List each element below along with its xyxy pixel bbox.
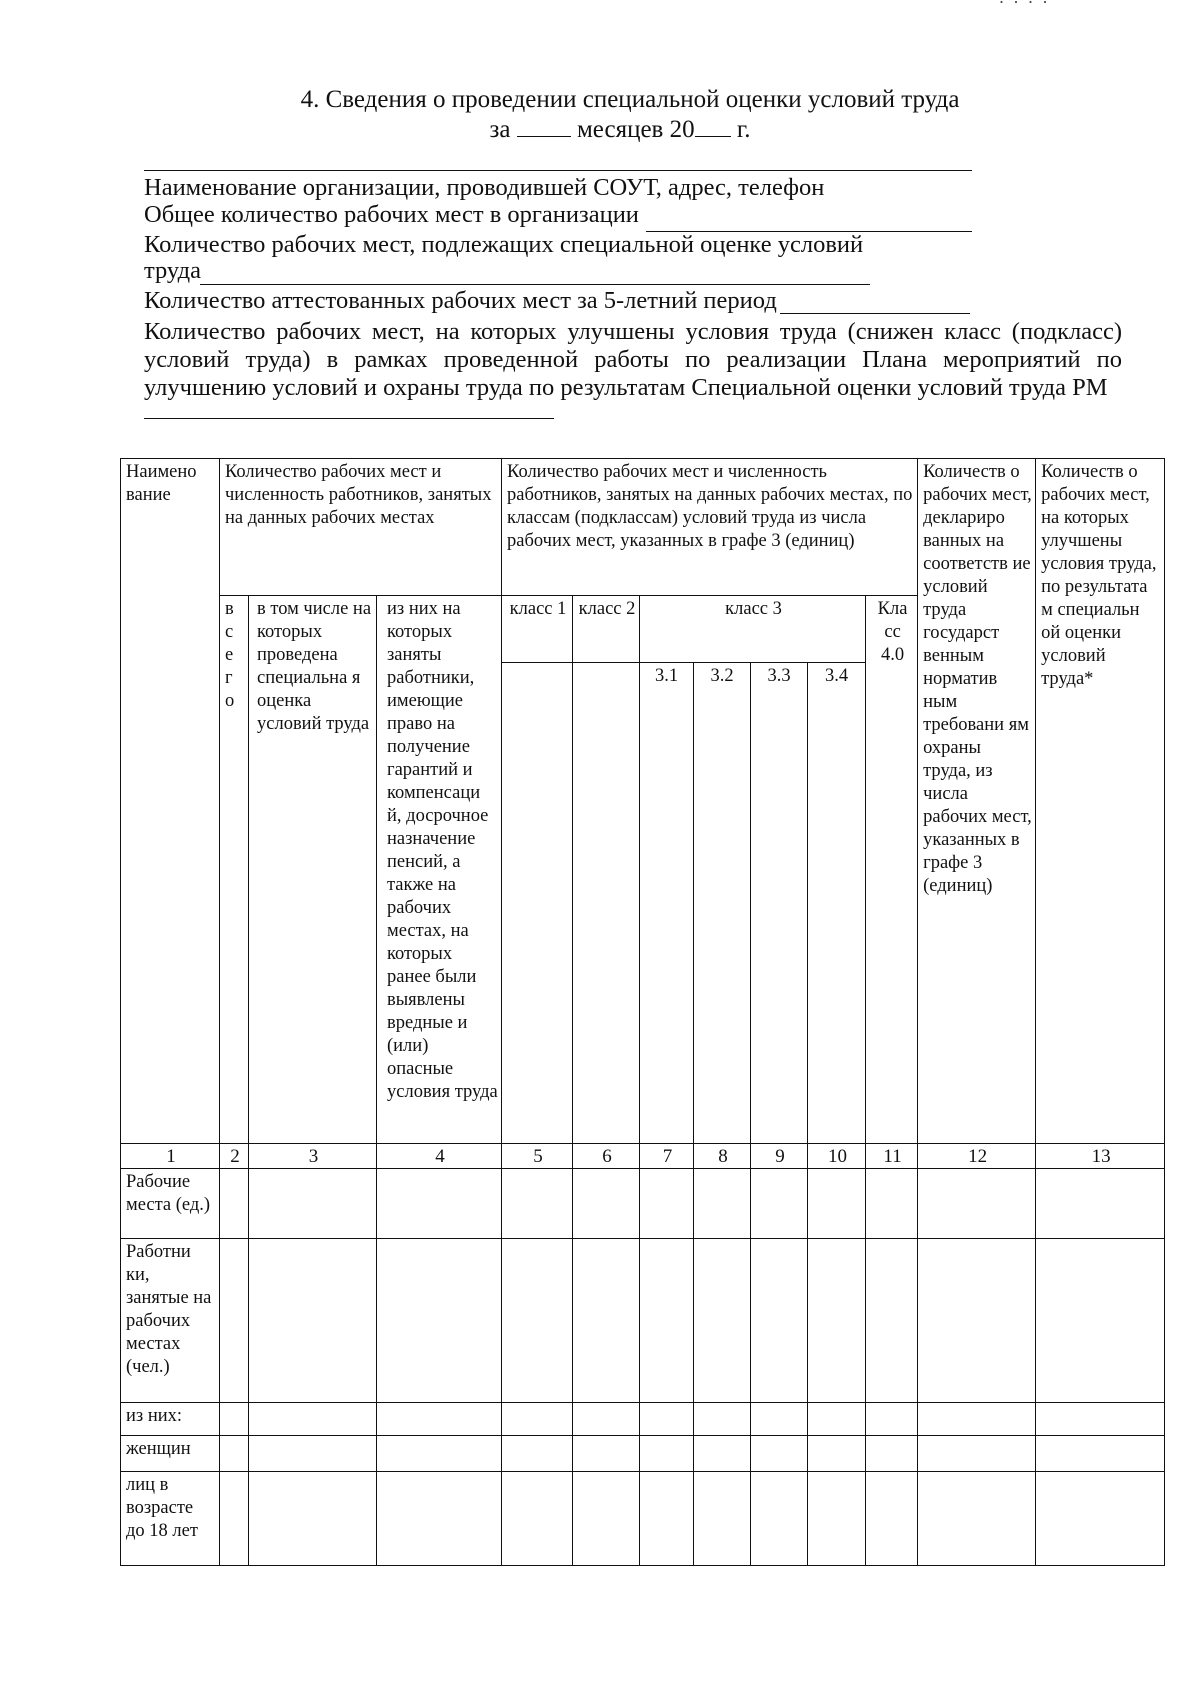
- table-cell[interactable]: [866, 1169, 918, 1239]
- table-cell[interactable]: [640, 1436, 694, 1472]
- table-cell[interactable]: [573, 1436, 640, 1472]
- table-row: [121, 1436, 1165, 1472]
- year-blank[interactable]: [695, 116, 731, 137]
- col-number: 12: [918, 1144, 1036, 1169]
- header-class2: класс 2: [573, 596, 640, 663]
- col-number: 13: [1036, 1144, 1165, 1169]
- subtitle-middle: месяцев 20: [576, 116, 695, 143]
- col-number: 4: [377, 1144, 502, 1169]
- table-cell[interactable]: [220, 1403, 249, 1436]
- table-cell[interactable]: [249, 1169, 377, 1239]
- header-improved: Количеств о рабочих мест, на которых улучшены условия труда, по результата м специальн ой оценки условий труда*: [1036, 459, 1165, 1144]
- table-cell[interactable]: [573, 1403, 640, 1436]
- table-cell[interactable]: [220, 1239, 249, 1403]
- col-number: 5: [502, 1144, 573, 1169]
- subtitle-suffix: г.: [736, 116, 751, 143]
- header-name: Наимено вание: [121, 459, 220, 1144]
- header-assessed: в том числе на которых проведена специальна я оценка условий труда: [249, 596, 377, 1144]
- table-cell[interactable]: [918, 1239, 1036, 1403]
- months-blank[interactable]: [517, 116, 571, 137]
- table-cell[interactable]: [502, 1169, 573, 1239]
- table-cell[interactable]: [751, 1239, 808, 1403]
- table-cell[interactable]: [377, 1169, 502, 1239]
- table-cell[interactable]: [249, 1472, 377, 1566]
- table-cell[interactable]: [640, 1472, 694, 1566]
- table-cell[interactable]: [866, 1436, 918, 1472]
- table-cell[interactable]: [640, 1239, 694, 1403]
- corner-mark: · · · ·: [998, 0, 1050, 12]
- org-top-rule: [144, 170, 972, 171]
- table-cell[interactable]: [694, 1169, 751, 1239]
- table-cell[interactable]: [377, 1472, 502, 1566]
- table-cell[interactable]: [640, 1403, 694, 1436]
- table-cell[interactable]: [220, 1169, 249, 1239]
- improved-workplaces-blank[interactable]: [144, 418, 554, 419]
- table-cell[interactable]: [1036, 1436, 1165, 1472]
- certified-workplaces-label: Количество аттестованных рабочих мест за 5-летний период: [144, 287, 777, 314]
- table-cell[interactable]: [694, 1403, 751, 1436]
- table-cell[interactable]: [1036, 1403, 1165, 1436]
- table-cell[interactable]: [249, 1239, 377, 1403]
- header-sub31: 3.1: [640, 663, 694, 1144]
- table-cell[interactable]: [866, 1403, 918, 1436]
- table-cell[interactable]: [1036, 1239, 1165, 1403]
- header-class1: класс 1: [502, 596, 573, 663]
- header-declared: Количеств о рабочих мест, деклариро ванных на соответств ие условий труда государст венным норматив ным требовани ям охраны труда, из числа рабочих мест, указанных в графе 3 (единиц): [918, 459, 1036, 1144]
- row-label: Рабочие места (ед.): [121, 1169, 220, 1239]
- table-row: [121, 1403, 1165, 1436]
- table-cell[interactable]: [502, 1472, 573, 1566]
- row-label: женщин: [121, 1436, 220, 1472]
- header-class1-body: [502, 663, 573, 1144]
- header-class2-body: [573, 663, 640, 1144]
- table-cell[interactable]: [502, 1403, 573, 1436]
- table-cell[interactable]: [918, 1436, 1036, 1472]
- table-cell[interactable]: [751, 1403, 808, 1436]
- page-title: 4. Сведения о проведении специальной оценки условий труда: [300, 86, 960, 113]
- table-cell[interactable]: [1036, 1169, 1165, 1239]
- table-cell[interactable]: [377, 1403, 502, 1436]
- table-cell[interactable]: [694, 1436, 751, 1472]
- header-sub33: 3.3: [751, 663, 808, 1144]
- header-group-classes: Количество рабочих мест и численность работников, занятых на данных рабочих местах, по классам (подклассам) условий труда из числа рабочих мест, указанных в графе 3 (единиц): [502, 459, 918, 596]
- subtitle-prefix: за: [489, 116, 511, 143]
- table-cell[interactable]: [573, 1472, 640, 1566]
- row-label: лиц в возрасте до 18 лет: [121, 1472, 220, 1566]
- table-cell[interactable]: [808, 1436, 866, 1472]
- table-cell[interactable]: [866, 1472, 918, 1566]
- table-cell[interactable]: [808, 1239, 866, 1403]
- table-cell[interactable]: [808, 1403, 866, 1436]
- improved-workplaces-label: Количество рабочих мест, на которых улучшены условия труда (снижен класс (подкласс) условий труда) в рамках проведенной работы по реализации Плана мероприятий по улучшению условий и охраны труда по результатам Специальной оценки условий труда РМ: [144, 318, 1122, 401]
- col-number: 8: [694, 1144, 751, 1169]
- certified-workplaces-blank[interactable]: [780, 313, 970, 314]
- sout-table: [120, 458, 1165, 1566]
- table-cell[interactable]: [918, 1169, 1036, 1239]
- table-cell[interactable]: [751, 1472, 808, 1566]
- table-cell[interactable]: [249, 1436, 377, 1472]
- header-total: в с е г о: [220, 596, 249, 1144]
- page-subtitle: [20, 116, 1200, 144]
- row-label: из них:: [121, 1403, 220, 1436]
- header-group-workplaces: Количество рабочих мест и численность работников, занятых на данных рабочих местах: [220, 459, 502, 596]
- header-sub32: 3.2: [694, 663, 751, 1144]
- table-row: [121, 1472, 1165, 1566]
- col-number: 10: [808, 1144, 866, 1169]
- subject-workplaces-blank[interactable]: [200, 284, 870, 285]
- total-workplaces-label: Общее количество рабочих мест в организации: [144, 201, 639, 228]
- header-class4: Кла сс 4.0: [866, 596, 918, 1144]
- col-number: 7: [640, 1144, 694, 1169]
- table-cell[interactable]: [220, 1436, 249, 1472]
- col-number: 2: [220, 1144, 249, 1169]
- table-cell[interactable]: [377, 1436, 502, 1472]
- col-number: 6: [573, 1144, 640, 1169]
- table-row: [121, 1239, 1165, 1403]
- header-benefits: из них на которых заняты работники, имеющие право на получение гарантий и компенсаци й, досрочное назначение пенсий, а также на рабочих местах, на которых ранее были выявлены вредные и (или) опасные условия труда: [377, 596, 502, 1144]
- table-cell[interactable]: [751, 1169, 808, 1239]
- col-number: 1: [121, 1144, 220, 1169]
- row-label: Работни ки, занятые на рабочих местах (чел.): [121, 1239, 220, 1403]
- table-cell[interactable]: [918, 1403, 1036, 1436]
- table-cell[interactable]: [573, 1239, 640, 1403]
- table-cell[interactable]: [502, 1239, 573, 1403]
- table-cell[interactable]: [808, 1472, 866, 1566]
- table-cell[interactable]: [866, 1239, 918, 1403]
- table-cell[interactable]: [1036, 1472, 1165, 1566]
- table-cell[interactable]: [918, 1472, 1036, 1566]
- table-cell[interactable]: [808, 1169, 866, 1239]
- table-cell[interactable]: [751, 1436, 808, 1472]
- subject-workplaces-label: Количество рабочих мест, подлежащих специальной оценке условий: [144, 231, 864, 258]
- table-cell[interactable]: [249, 1403, 377, 1436]
- col-number: 3: [249, 1144, 377, 1169]
- table-cell[interactable]: [573, 1169, 640, 1239]
- table-cell[interactable]: [377, 1239, 502, 1403]
- table-cell[interactable]: [694, 1239, 751, 1403]
- org-name-label: Наименование организации, проводившей СОУТ, адрес, телефон: [144, 174, 825, 201]
- header-sub34: 3.4: [808, 663, 866, 1144]
- table-cell[interactable]: [694, 1472, 751, 1566]
- table-row: [121, 1169, 1165, 1239]
- col-number: 11: [866, 1144, 918, 1169]
- table-cell[interactable]: [502, 1436, 573, 1472]
- subject-workplaces-label-2: труда: [144, 257, 201, 284]
- header-class3: класс 3: [640, 596, 866, 663]
- table-cell[interactable]: [640, 1169, 694, 1239]
- table-cell[interactable]: [220, 1472, 249, 1566]
- col-number: 9: [751, 1144, 808, 1169]
